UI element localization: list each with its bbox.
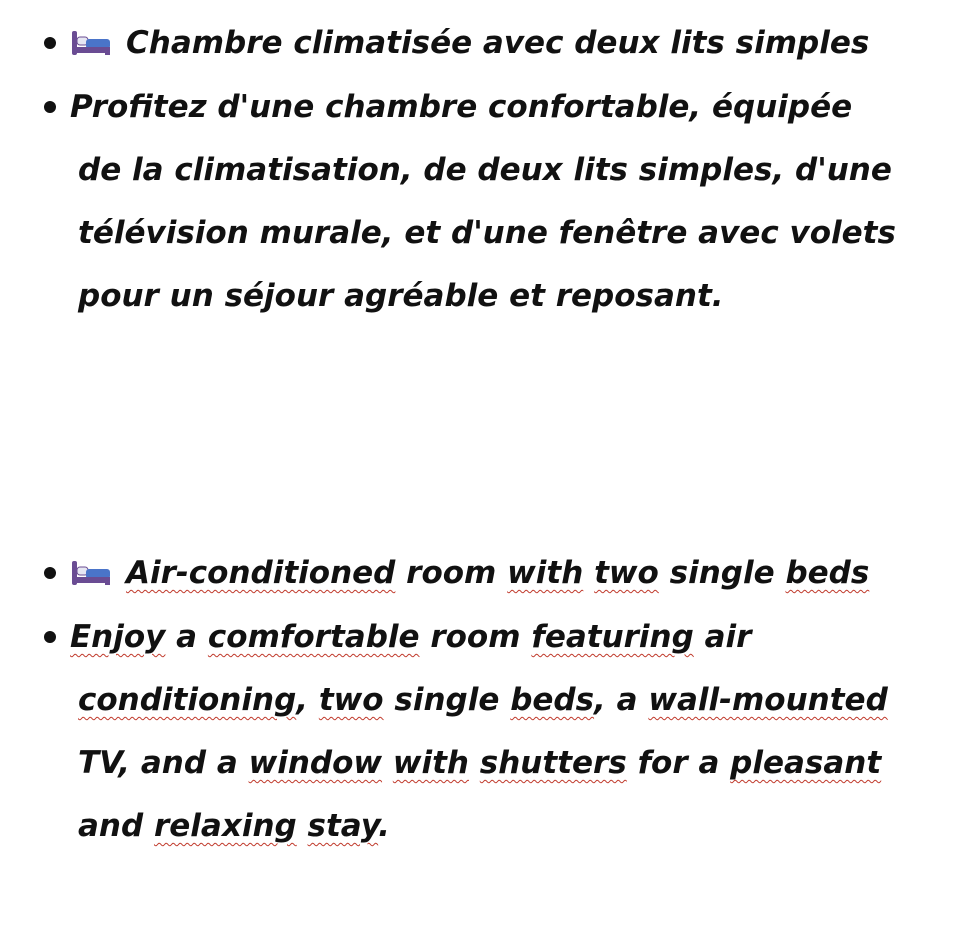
fr-title-line bbox=[40, 12, 940, 75]
fr-desc-line-3: télévision murale, et d'une fenêtre avec volets bbox=[78, 215, 896, 251]
text-run: , bbox=[296, 682, 319, 718]
spellcheck-word[interactable]: pleasant bbox=[730, 745, 882, 781]
en-desc-line-3 bbox=[40, 732, 940, 795]
en-desc-line-2 bbox=[40, 669, 940, 732]
spellcheck-word[interactable]: two bbox=[594, 555, 659, 591]
text-run: single bbox=[383, 682, 511, 718]
spellcheck-word[interactable]: wall-mounted bbox=[648, 682, 888, 718]
fr-title-text: Chambre climatisée avec deux lits simples bbox=[126, 25, 870, 61]
fr-desc-line-2: de la climatisation, de deux lits simples, d'une bbox=[78, 152, 892, 188]
text-run: for a bbox=[626, 745, 731, 781]
text-run: and bbox=[78, 808, 154, 844]
spellcheck-word[interactable]: with bbox=[392, 745, 469, 781]
spellcheck-word[interactable]: Air-conditioned bbox=[126, 555, 396, 591]
fr-desc-line-1: Profitez d'une chambre confortable, équipée bbox=[70, 89, 853, 125]
text-run: air bbox=[693, 619, 752, 655]
text-run: a bbox=[165, 619, 208, 655]
en-desc-line-4 bbox=[40, 795, 940, 858]
en-title-line bbox=[40, 542, 940, 605]
text-run bbox=[382, 745, 393, 781]
text-run: room bbox=[419, 619, 532, 655]
en-desc-line-1 bbox=[40, 606, 940, 669]
spellcheck-word[interactable]: conditioning bbox=[78, 682, 297, 718]
bullet-dot bbox=[44, 567, 56, 579]
text-run: , a bbox=[594, 682, 649, 718]
spellcheck-word[interactable]: relaxing bbox=[153, 808, 297, 844]
spellcheck-word[interactable]: beds bbox=[510, 682, 595, 718]
spellcheck-word[interactable]: comfortable bbox=[207, 619, 420, 655]
text-run: single bbox=[658, 555, 786, 591]
bullet-item-fr-description bbox=[40, 76, 940, 328]
bullet-dot bbox=[44, 101, 56, 113]
spellcheck-word[interactable]: Enjoy bbox=[70, 619, 166, 655]
text-run: TV, and a bbox=[78, 745, 249, 781]
spellcheck-word[interactable]: shutters bbox=[479, 745, 627, 781]
bullet-item-en-title bbox=[40, 542, 940, 605]
bullet-dot bbox=[44, 37, 56, 49]
spellcheck-word[interactable]: stay bbox=[307, 808, 379, 844]
bullet-item-fr-title bbox=[40, 12, 940, 75]
text-run bbox=[583, 555, 594, 591]
text-run: . bbox=[378, 808, 390, 844]
spellcheck-word[interactable]: beds bbox=[785, 555, 870, 591]
spellcheck-word[interactable]: with bbox=[507, 555, 584, 591]
spellcheck-word[interactable]: window bbox=[248, 745, 383, 781]
bed-icon bbox=[70, 559, 112, 587]
spellcheck-word[interactable]: featuring bbox=[531, 619, 694, 655]
bullet-dot bbox=[44, 631, 56, 643]
spellcheck-word[interactable]: two bbox=[318, 682, 384, 718]
text-run bbox=[469, 745, 480, 781]
bed-icon bbox=[70, 29, 112, 57]
bullet-item-en-description bbox=[40, 606, 940, 858]
text-run: room bbox=[395, 555, 508, 591]
text-run bbox=[297, 808, 308, 844]
fr-desc-line-4: pour un séjour agréable et reposant. bbox=[78, 278, 724, 314]
